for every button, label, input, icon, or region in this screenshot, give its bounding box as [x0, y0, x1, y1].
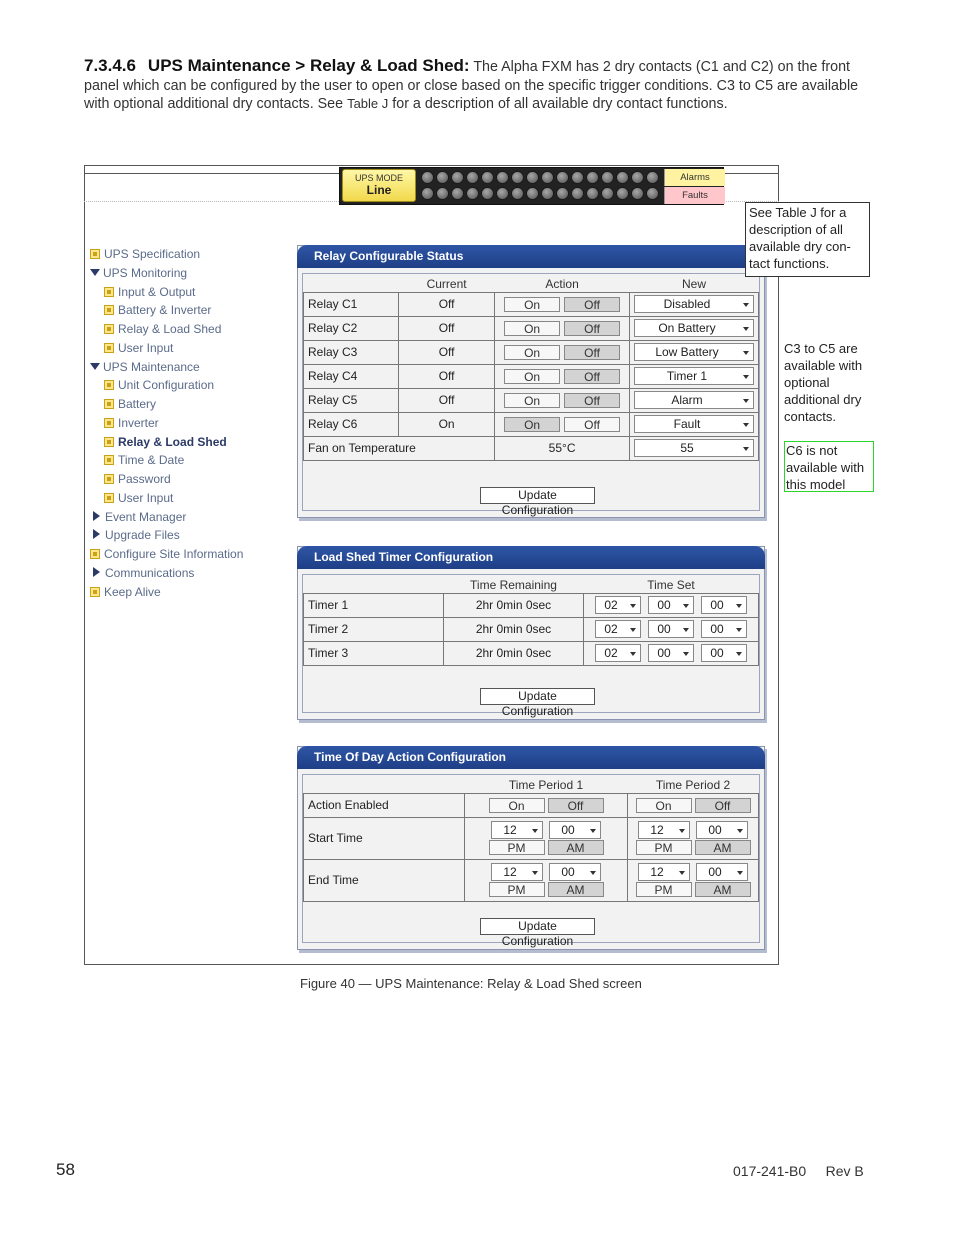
time-selects: [632, 863, 754, 881]
relay-function-select[interactable]: Timer 1: [634, 367, 754, 385]
period-2-time: [628, 817, 759, 859]
relay-off-button[interactable]: Off: [564, 417, 620, 432]
relay-action: [495, 388, 630, 412]
sidebar-item-label: Time & Date: [118, 453, 185, 468]
table-row: [304, 593, 759, 617]
sidebar-item[interactable]: [104, 414, 159, 432]
end-time-row: [304, 859, 759, 901]
relay-name: Relay C5: [304, 388, 399, 412]
c3-c5-note: C3 to C5 are available with optional additional dry contacts.: [784, 341, 863, 424]
sidebar-item[interactable]: [90, 545, 243, 563]
timer-name: Timer 2: [304, 617, 444, 641]
action-on-button[interactable]: On: [636, 798, 692, 813]
relay-function-select[interactable]: Fault: [634, 415, 754, 433]
sidebar-item-label: Upgrade Files: [105, 528, 180, 543]
relay-current: Off: [399, 340, 495, 364]
am-button[interactable]: AM: [695, 882, 751, 897]
relay-action: [495, 340, 630, 364]
action-off-button[interactable]: Off: [548, 798, 604, 813]
sidebar-item-label: Input & Output: [118, 284, 196, 299]
relay-current: Off: [399, 388, 495, 412]
doc-revision: Rev B: [825, 1163, 864, 1179]
relay-off-button[interactable]: Off: [564, 393, 620, 408]
ampm-buttons: [632, 882, 754, 897]
status-led: [526, 171, 539, 184]
action-enabled-row: [304, 793, 759, 817]
relay-off-button[interactable]: Off: [564, 345, 620, 360]
period-1-time-group: [469, 819, 623, 857]
relay-new: [630, 364, 759, 388]
relay-new: [630, 388, 759, 412]
timer-set: [584, 617, 759, 641]
time-selects: [632, 821, 754, 839]
relay-on-button[interactable]: On: [504, 297, 560, 312]
page-icon: [104, 305, 114, 315]
status-led: [511, 187, 524, 200]
action-off-button[interactable]: Off: [695, 798, 751, 813]
relay-function-select[interactable]: On Battery: [634, 319, 754, 337]
sidebar-item-label: UPS Specification: [104, 247, 201, 261]
sidebar-item-label: User Input: [118, 490, 174, 505]
relay-name: Relay C2: [304, 316, 399, 340]
led-panel: [421, 170, 661, 202]
relay-off-button[interactable]: Off: [564, 321, 620, 336]
faults-indicator[interactable]: Faults: [664, 187, 725, 204]
fan-row: [304, 436, 759, 460]
relay-action: [495, 316, 630, 340]
sidebar-item[interactable]: [90, 583, 161, 601]
sidebar-item-label: Unit Configuration: [118, 378, 215, 393]
timer-name: Timer 3: [304, 641, 444, 665]
page-icon: [104, 380, 114, 390]
status-led: [436, 171, 449, 184]
col-time-remaining: Time Remaining: [444, 575, 584, 593]
period-1-time-group: [469, 861, 623, 899]
ampm-buttons: [469, 840, 623, 855]
hour-select[interactable]: 12: [638, 821, 690, 839]
table-row: [304, 364, 759, 388]
status-led: [541, 187, 554, 200]
sidebar-item-label: Communications: [105, 565, 195, 580]
col-time-period-2: Time Period 2: [628, 775, 759, 793]
sidebar-item-label: Battery & Inverter: [118, 303, 212, 318]
sidebar-item[interactable]: [104, 339, 173, 357]
col-new: New: [630, 274, 759, 292]
relay-name: Relay C4: [304, 364, 399, 388]
tod-panel-title: Time Of Day Action Configuration: [297, 746, 765, 769]
page-icon: [104, 324, 114, 334]
relay-action: [495, 292, 630, 316]
page-icon: [90, 249, 100, 259]
am-button[interactable]: AM: [695, 840, 751, 855]
status-led: [556, 187, 569, 200]
timer-name: Timer 1: [304, 593, 444, 617]
status-led: [496, 171, 509, 184]
status-led: [481, 171, 494, 184]
ups-mode-indicator: [342, 169, 416, 202]
period-1-time: [465, 859, 628, 901]
am-button[interactable]: AM: [548, 840, 604, 855]
page-icon: [104, 343, 114, 353]
timer-hours-select[interactable]: 02: [595, 596, 641, 614]
time-selects: [469, 863, 623, 881]
page-icon: [104, 418, 114, 428]
status-led: [586, 187, 599, 200]
am-button[interactable]: AM: [548, 882, 604, 897]
page-icon: [90, 549, 100, 559]
action-enabled-label: Action Enabled: [304, 793, 465, 817]
table-row: [304, 292, 759, 316]
relay-off-button[interactable]: Off: [564, 297, 620, 312]
table-row: [304, 412, 759, 436]
table-j-note: See Table J for a description of all available dry con-tact functions.: [745, 202, 870, 277]
col-time-period-1: Time Period 1: [465, 775, 628, 793]
relay-update-button[interactable]: Update Configuration: [480, 487, 595, 504]
load-shed-timer-panel: [297, 546, 765, 720]
sidebar-item[interactable]: [104, 320, 221, 338]
sidebar-item[interactable]: [104, 489, 173, 507]
section-heading: UPS Maintenance > Relay & Load Shed:: [147, 56, 470, 75]
expanded-arrow-icon[interactable]: [90, 269, 100, 276]
relay-current: On: [399, 412, 495, 436]
pm-button[interactable]: PM: [636, 840, 692, 855]
status-led: [646, 171, 659, 184]
doc-number: 017-241-B0: [733, 1163, 807, 1179]
timer-remaining: 2hr 0min 0sec: [444, 593, 584, 617]
status-led: [526, 187, 539, 200]
fan-temperature-select[interactable]: 55: [634, 439, 754, 457]
status-led: [481, 187, 494, 200]
period-2-time: [628, 859, 759, 901]
status-led: [601, 171, 614, 184]
relay-function-select[interactable]: Alarm: [634, 391, 754, 409]
sidebar-item-label: User Input: [118, 340, 174, 355]
sidebar-item[interactable]: [104, 395, 156, 413]
page-icon: [104, 493, 114, 503]
status-led: [451, 187, 464, 200]
table-row: [304, 340, 759, 364]
sidebar-item-label: Keep Alive: [104, 584, 161, 599]
sidebar-item[interactable]: [104, 433, 227, 451]
start-time-label: Start Time: [304, 817, 465, 859]
sidebar-item[interactable]: [90, 508, 186, 526]
sidebar-item[interactable]: [90, 264, 187, 282]
relay-current: Off: [399, 292, 495, 316]
relay-new: [630, 412, 759, 436]
sidebar-item[interactable]: [104, 283, 195, 301]
action-on-button[interactable]: On: [489, 798, 545, 813]
sidebar-item[interactable]: [104, 376, 214, 394]
fan-current: 55°C: [495, 436, 630, 460]
relay-current: Off: [399, 316, 495, 340]
collapsed-arrow-icon[interactable]: [93, 567, 100, 577]
status-led: [601, 187, 614, 200]
end-time-label: End Time: [304, 859, 465, 901]
relay-new: [630, 316, 759, 340]
timer-panel-title: Load Shed Timer Configuration: [297, 546, 765, 569]
page-icon: [90, 587, 100, 597]
relay-status-panel: [297, 245, 765, 518]
sidebar-item-label: UPS Maintenance: [103, 359, 200, 374]
table-row: [304, 617, 759, 641]
timer-set: [584, 641, 759, 665]
sidebar-item-label: Relay & Load Shed: [118, 434, 227, 449]
intro-text-b: for a description of all available dry contact functions.: [392, 96, 728, 112]
minute-select[interactable]: 00: [696, 821, 748, 839]
status-led: [496, 187, 509, 200]
time-of-day-panel: [297, 746, 765, 950]
pm-button[interactable]: PM: [489, 840, 545, 855]
period-1-action: [465, 793, 628, 817]
timer-panel-body: [302, 574, 760, 718]
sidebar-item[interactable]: [90, 564, 194, 582]
sidebar-item-label: Inverter: [118, 415, 159, 430]
hour-select[interactable]: 12: [491, 821, 543, 839]
relay-function-select[interactable]: Low Battery: [634, 343, 754, 361]
timer-minutes-select[interactable]: 00: [648, 644, 694, 662]
status-led: [541, 171, 554, 184]
relay-panel-body: [302, 273, 760, 517]
pm-button[interactable]: PM: [489, 882, 545, 897]
table-row: [304, 388, 759, 412]
ups-mode-label: UPS MODE: [354, 173, 403, 183]
period-2-action: [628, 793, 759, 817]
page-icon: [104, 287, 114, 297]
relay-function-select[interactable]: Disabled: [634, 295, 754, 313]
sidebar-item[interactable]: [90, 245, 200, 263]
collapsed-arrow-icon[interactable]: [93, 529, 100, 539]
sidebar-item[interactable]: [104, 451, 184, 469]
time-selects: [469, 821, 623, 839]
relay-new: [630, 292, 759, 316]
relay-on-button[interactable]: On: [504, 345, 560, 360]
relay-name: Relay C3: [304, 340, 399, 364]
status-led: [616, 187, 629, 200]
status-led: [421, 187, 434, 200]
ampm-buttons: [632, 840, 754, 855]
c6-note: C6 is not available with this model: [784, 441, 874, 492]
page-icon: [104, 455, 114, 465]
timer-update-button[interactable]: Update Configuration: [480, 688, 595, 705]
timer-remaining: 2hr 0min 0sec: [444, 617, 584, 641]
intro-text-a: The Alpha FXM has 2 dry contacts (C1 and C2) on the front panel which can be configured by the user to open or close based on the specific trigger conditions. C3 to C5 are available with optional additional dry contacts. See: [84, 59, 859, 112]
period-1-time: [465, 817, 628, 859]
timer-minutes-select[interactable]: 00: [648, 596, 694, 614]
document-id: [733, 1163, 864, 1179]
section-number: 7.3.4.6: [84, 56, 136, 75]
hour-select[interactable]: 12: [638, 863, 690, 881]
period-2-time-group: [632, 861, 754, 899]
relay-name: Relay C6: [304, 412, 399, 436]
status-led: [511, 171, 524, 184]
timer-remaining: 2hr 0min 0sec: [444, 641, 584, 665]
sidebar-item-label: Password: [118, 472, 171, 486]
relay-on-button[interactable]: On: [504, 393, 560, 408]
page-icon: [104, 474, 114, 484]
relay-on-button[interactable]: On: [504, 321, 560, 336]
status-led: [571, 187, 584, 200]
relay-on-button[interactable]: On: [504, 417, 560, 432]
pm-button[interactable]: PM: [636, 882, 692, 897]
status-led: [646, 187, 659, 200]
alarms-indicator[interactable]: Alarms: [664, 169, 725, 186]
page-icon: [104, 399, 114, 409]
hour-select[interactable]: 12: [491, 863, 543, 881]
intro-paragraph: [84, 57, 874, 114]
start-time-row: [304, 817, 759, 859]
status-led: [556, 171, 569, 184]
fan-new: [630, 436, 759, 460]
tod-update-button[interactable]: Update Configuration: [480, 918, 595, 935]
status-led: [436, 187, 449, 200]
page-icon: [104, 437, 114, 447]
status-led: [466, 171, 479, 184]
minute-select[interactable]: 00: [549, 821, 601, 839]
col-action: Action: [495, 274, 630, 292]
relay-current: Off: [399, 364, 495, 388]
timer-hours-select[interactable]: 02: [595, 644, 641, 662]
relay-on-button[interactable]: On: [504, 369, 560, 384]
relay-name: Relay C1: [304, 292, 399, 316]
sidebar-item[interactable]: [90, 526, 180, 544]
relay-new: [630, 340, 759, 364]
timer-hours-select[interactable]: 02: [595, 620, 641, 638]
timer-set: [584, 593, 759, 617]
status-led: [466, 187, 479, 200]
relay-panel-title: Relay Configurable Status: [297, 245, 765, 268]
ups-mode-value: Line: [366, 183, 392, 197]
sidebar-item-label: Configure Site Information: [104, 547, 244, 561]
minute-select[interactable]: 00: [696, 863, 748, 881]
status-led: [421, 171, 434, 184]
page-number: 58: [56, 1160, 75, 1179]
timer-minutes-select[interactable]: 00: [648, 620, 694, 638]
tod-panel-body: [302, 774, 760, 948]
timer-seconds-select[interactable]: 00: [701, 620, 747, 638]
timer-table: [303, 575, 759, 666]
timer-seconds-select[interactable]: 00: [701, 596, 747, 614]
period-2-time-group: [632, 819, 754, 857]
relay-table: [303, 274, 759, 461]
fan-label: Fan on Temperature: [304, 436, 495, 460]
sidebar-item-label: Battery: [118, 397, 157, 411]
relay-action: [495, 412, 630, 436]
relay-off-button[interactable]: Off: [564, 369, 620, 384]
ampm-buttons: [469, 882, 623, 897]
tod-table: [303, 775, 759, 902]
expanded-arrow-icon[interactable]: [90, 363, 100, 370]
sidebar-item[interactable]: [90, 358, 200, 376]
minute-select[interactable]: 00: [549, 863, 601, 881]
relay-action: [495, 364, 630, 388]
collapsed-arrow-icon[interactable]: [93, 511, 100, 521]
table-row: [304, 316, 759, 340]
status-led: [616, 171, 629, 184]
status-led: [631, 187, 644, 200]
timer-seconds-select[interactable]: 00: [701, 644, 747, 662]
status-led: [631, 171, 644, 184]
col-time-set: Time Set: [584, 575, 759, 593]
sidebar-item-label: Event Manager: [105, 509, 187, 524]
col-current: Current: [399, 274, 495, 292]
table-ref: Table J: [347, 96, 389, 111]
status-led: [586, 171, 599, 184]
status-led: [451, 171, 464, 184]
sidebar-item[interactable]: [104, 301, 211, 319]
sidebar-item[interactable]: [104, 470, 171, 488]
table-row: [304, 641, 759, 665]
sidebar-item-label: Relay & Load Shed: [118, 322, 222, 336]
figure-caption: Figure 40 — UPS Maintenance: Relay & Load Shed screen: [300, 976, 642, 991]
sidebar-item-label: UPS Monitoring: [103, 265, 188, 280]
status-led: [571, 171, 584, 184]
